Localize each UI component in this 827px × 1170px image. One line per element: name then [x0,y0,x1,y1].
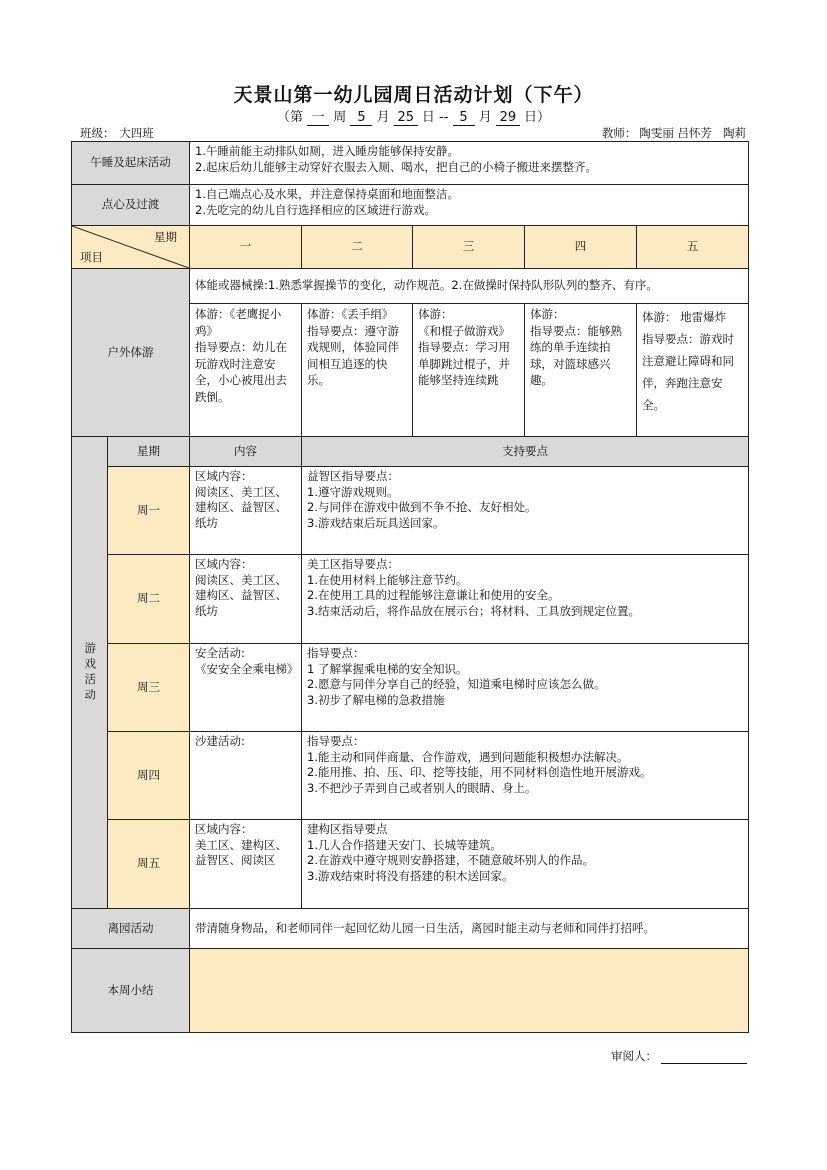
day-header: 二 [302,226,413,269]
class-info [80,125,159,142]
nap-line: 2.起床后幼儿能够主动穿好衣服去入厕、喝水，把自己的小椅子搬进来摆整齐。 [195,159,597,174]
snack-line: 1.自己端点心及水果，并注意保持桌面和地面整洁。 [195,187,459,201]
row-outdoor-general [72,269,749,304]
point-line: 3.初步了解电梯的急救措施 [307,692,445,707]
games-content: 区域内容： 美工区、建构区、 益智区、阅读区 [190,820,302,909]
point-line: 1.能主动和同伴商量、合作游戏，遇到问题能积极想办法解决。 [307,749,629,764]
point-line: 1 了解掌握乘电梯的安全知识。 [307,661,468,676]
games-day: 周五 [108,820,190,909]
point-line: 益智区指导要点： [307,469,399,483]
row-games-header [72,437,749,467]
day-header: 三 [413,226,525,269]
games-points [302,467,749,555]
games-row [72,555,749,644]
day-header: 四 [525,226,637,269]
games-day: 周四 [108,732,190,820]
row-day-header [72,226,749,269]
reviewer-field [611,1048,747,1064]
games-points [302,644,749,732]
diag-item-label: 项目 [80,249,103,264]
point-line: 1.遵守游戏规则。 [307,484,399,499]
point-line: 3.结束活动后，将作品放在展示台；将材料、工具放到规定位置。 [307,603,640,618]
subtitle-text: 日） [523,110,550,125]
games-day: 周一 [108,467,190,555]
games-col-points: 支持要点 [302,437,749,467]
teacher-info [602,125,749,142]
games-col-day: 星期 [108,437,190,467]
point-line: 1.在使用材料上能够注意节约。 [307,572,468,587]
class-value: 大四班 [115,126,159,142]
games-points [302,555,749,644]
point-line: 指导要点： [307,646,365,660]
snack-label: 点心及过渡 [72,185,190,226]
end-month: 5 [453,110,475,126]
point-line: 2.愿意与同伴分享自己的经验，知道乘电梯时应该怎么做。 [307,677,606,691]
nap-line: 1.午睡前能主动排队如厕，进入睡房能够保持安静。 [195,144,459,158]
games-row [72,467,749,555]
activity-plan-table [71,141,749,1033]
subtitle-text: 月 [478,110,492,125]
point-line: 2.能用推、拍、压、印、挖等技能，用不同材料创造性地开展游戏。 [307,765,652,779]
start-day: 25 [394,110,418,126]
diag-weekday-label: 星期 [154,230,177,244]
subtitle-text: 月 [376,110,390,125]
row-snack [72,185,749,226]
row-summary [72,949,749,1033]
subtitle-text: 周 [333,110,347,125]
teacher-value: 陶雯丽 吕怀芳 陶莉 [636,126,749,142]
games-day: 周二 [108,555,190,644]
outdoor-day-cell: 体游： 指导要点：能够熟练的单手连续拍球，对篮球感兴趣。 [525,304,637,437]
snack-content [190,185,749,226]
games-row [72,732,749,820]
point-line: 2.在游戏中遵守规则安静搭建，不随意破坏别人的作品。 [307,853,594,867]
class-label: 班级： [80,126,115,140]
row-leave [72,909,749,949]
subtitle-text: （第 [277,110,304,125]
nap-label: 午睡及起床活动 [72,142,190,185]
point-line: 2.与同伴在游戏中做到不争不抢、友好相处。 [307,500,537,514]
games-col-content: 内容 [190,437,302,467]
date-range [0,106,827,126]
week-number: 一 [307,110,329,126]
games-label [72,437,108,909]
games-label-text: 游戏活动 [83,641,98,704]
games-row [72,644,749,732]
summary-content[interactable] [190,949,749,1033]
outdoor-day-cell: 体游： 《和棍子做游戏》 指导要点：学习用单脚跳过棍子，并能够坚持连续跳 [413,304,525,437]
leave-content: 带清随身物品，和老师同伴一起回忆幼儿园一日生活，离园时能主动与老师和同伴打招呼。 [190,909,749,949]
row-nap [72,142,749,185]
day-header: 一 [190,226,302,269]
reviewer-signature-line[interactable] [661,1050,747,1064]
reviewer-label: 审阅人： [611,1049,657,1063]
snack-line: 2.先吃完的幼儿自行选择相应的区域进行游戏。 [195,202,436,217]
point-line: 建构区指导要点 [307,822,388,836]
point-line: 指导要点： [307,734,365,748]
outdoor-day-cell: 体游：《老鹰捉小鸡》 指导要点：幼儿在玩游戏时注意安全，小心被甩出去跌倒。 [190,304,302,437]
day-header: 五 [637,226,749,269]
point-line: 2.在使用工具的过程能够注意谦让和使用的安全。 [307,588,560,602]
games-row [72,820,749,909]
start-month: 5 [350,110,372,126]
point-line: 1.几人合作搭建天安门、长城等建筑。 [307,837,502,852]
page-title: 天景山第一幼儿园周日活动计划（下午） [233,84,594,106]
teacher-label: 教师： [601,126,637,140]
point-line: 3.不把沙子弄到自己或者别人的眼睛、身上。 [307,780,537,795]
diagonal-header [72,226,190,269]
outdoor-day-cell: 体游： 地雷爆炸 指导要点：游戏时注意避让障碍和同伴，奔跑注意安全。 [637,304,749,437]
point-line: 3.游戏结束后玩具送回家。 [307,515,445,530]
point-line: 美工区指导要点： [307,557,399,571]
nap-content [190,142,749,185]
subtitle-text: 日 -- [421,110,453,125]
point-line: 3.游戏结束时将没有搭建的积木送回家。 [307,868,514,883]
games-content: 安全活动: 《安安全全乘电梯》 [190,644,302,732]
leave-label: 离园活动 [72,909,190,949]
outdoor-general: 体能或器械操:1.熟悉掌握操节的变化，动作规范。2.在做操时保持队形队列的整齐、有序。 [190,269,749,304]
games-content: 区域内容： 阅读区、美工区、建构区、益智区、 纸坊 [190,555,302,644]
games-content: 区域内容： 阅读区、美工区、建构区、益智区、 纸坊 [190,467,302,555]
end-day: 29 [496,110,520,126]
games-points [302,820,749,909]
outdoor-label: 户外体游 [72,269,190,437]
summary-label: 本周小结 [72,949,190,1033]
outdoor-day-cell: 体游：《丢手绢》 指导要点：遵守游戏规则，体验同伴间相互追逐的快乐。 [302,304,413,437]
games-content: 沙建活动: [190,732,302,820]
games-day: 周三 [108,644,190,732]
games-points [302,732,749,820]
